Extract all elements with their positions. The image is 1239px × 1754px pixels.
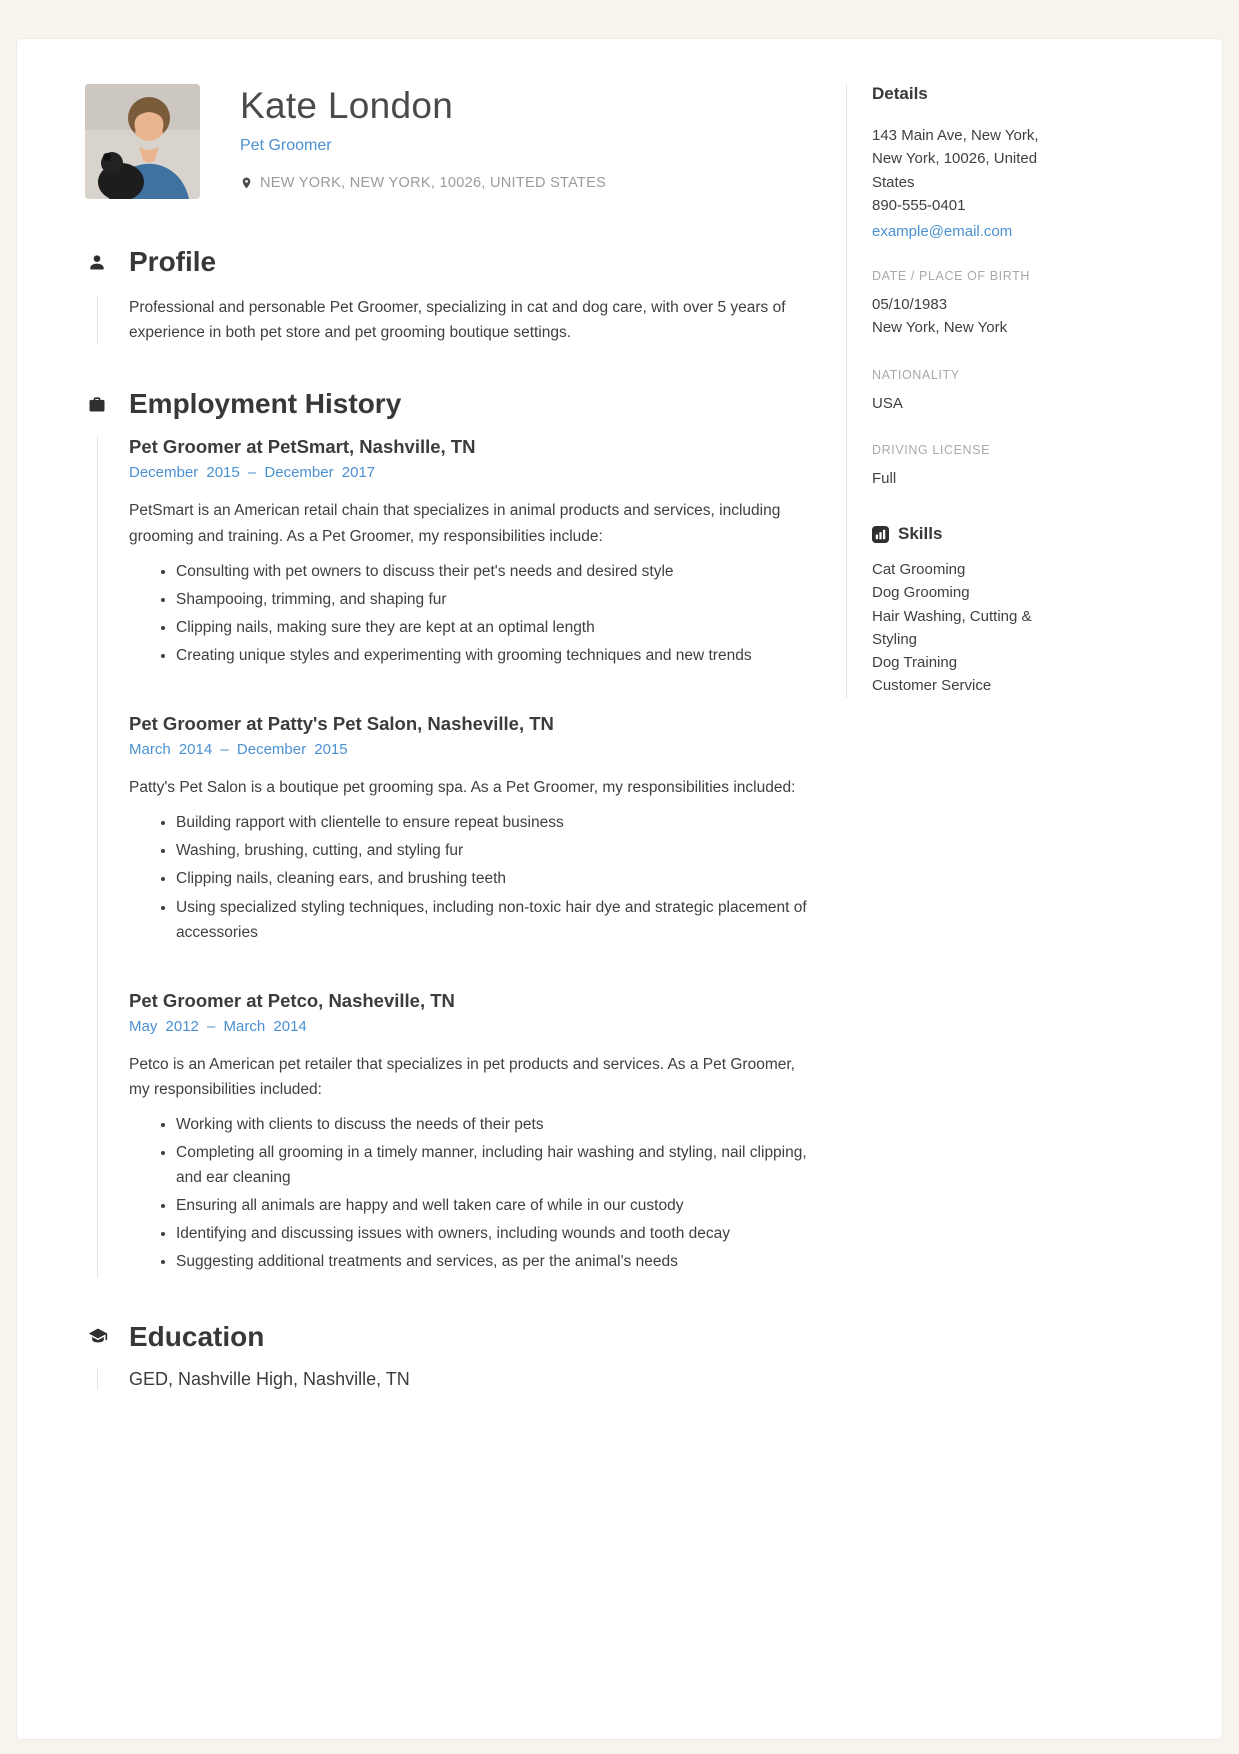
profile-heading: Profile (129, 246, 217, 277)
job-description: Petco is an American pet retailer that specializes in pet products and services. As a Pet Groomer, my responsibilities included: (129, 1055, 795, 1098)
section-education (85, 1320, 811, 1391)
nationality-label: NATIONALITY (872, 367, 960, 382)
person-icon (85, 252, 129, 272)
job-description: PetSmart is an American retail chain that specializes in animal products and services, including grooming and training. As a Pet Groomer, my responsibilities include: (129, 502, 781, 545)
skills-heading-row (872, 524, 1052, 544)
job-bullet: • Consulting with pet owners to discuss their pet's needs and desired style (176, 559, 811, 584)
skill-item: Dog Training (872, 654, 958, 671)
skill-item: Cat Grooming (872, 561, 966, 578)
job-entry (129, 436, 811, 668)
profile-photo (85, 84, 200, 199)
job-dates: March 2014 – December 2015 (129, 741, 348, 759)
identity-block (240, 84, 606, 199)
education-heading: Education (129, 1320, 265, 1352)
job-dates: December 2015 – December 2017 (129, 464, 376, 482)
birth-place: New York, New York (872, 319, 1008, 337)
details-address: 143 Main Ave, New York, New York, 10026, United States (872, 127, 1039, 191)
skill-item: Dog Grooming (872, 584, 970, 602)
resume-header (85, 84, 811, 199)
resume-sidebar (846, 84, 1052, 698)
job-bullet-list (129, 1112, 811, 1275)
job-title: Pet Groomer at PetSmart, Nashville, TN (129, 436, 476, 458)
location-pin-icon (240, 175, 253, 191)
job-entry (129, 713, 811, 945)
section-profile (85, 245, 811, 345)
job-entry (129, 990, 811, 1275)
education-degree: GED, Nashville High, Nashville, TN (129, 1369, 410, 1390)
job-bullet: • Building rapport with clientelle to ensure repeat business (176, 810, 811, 835)
details-heading: Details (872, 84, 928, 103)
birth-date: 05/10/1983 (872, 296, 948, 313)
section-rule (97, 436, 98, 1277)
job-bullet: • Washing, brushing, cutting, and styling fur (176, 838, 811, 863)
candidate-location: NEW YORK, NEW YORK, 10026, UNITED STATES (260, 174, 607, 191)
email-link[interactable]: example@email.com (872, 223, 1013, 240)
license-label: DRIVING LICENSE (872, 442, 991, 457)
job-title: Pet Groomer at Petco, Nasheville, TN (129, 989, 455, 1011)
nationality-value: USA (872, 394, 903, 412)
skills-heading: Skills (898, 524, 943, 543)
job-bullet: • Shampooing, trimming, and shaping fur (176, 587, 811, 612)
job-bullet: • Clipping nails, cleaning ears, and brushing teeth (176, 866, 811, 891)
details-phone: 890-555-0401 (872, 196, 966, 214)
birth-label: DATE / PLACE OF BIRTH (872, 269, 1030, 283)
profile-content (129, 279, 811, 345)
bar-chart-icon (872, 526, 889, 543)
skill-item: Hair Washing, Cutting & Styling (872, 607, 1032, 648)
job-bullet: • Identifying and discussing issues with owners, including wounds and tooth decay (176, 1221, 811, 1246)
briefcase-icon (85, 394, 129, 414)
graduation-cap-icon (85, 1326, 129, 1346)
section-rule (97, 295, 98, 345)
job-bullet: • Completing all grooming in a timely manner, including hair washing and styling, nail clipping, and ear cleaning (176, 1140, 811, 1190)
job-bullet: • Ensuring all animals are happy and well taken care of while in our custody (176, 1193, 811, 1218)
resume-main-column (85, 84, 811, 1390)
job-bullet: • Creating unique styles and experimenting with grooming techniques and new trends (176, 643, 811, 668)
job-bullet: • Clipping nails, making sure they are kept at an optimal length (176, 615, 811, 640)
profile-photo-illustration (85, 84, 200, 199)
employment-content (129, 420, 811, 1277)
education-content (129, 1353, 811, 1390)
job-title: Pet Groomer at Patty's Pet Salon, Nasheville, TN (129, 713, 554, 735)
job-dates: May 2012 – March 2014 (129, 1017, 307, 1035)
employment-heading: Employment History (129, 387, 402, 419)
job-bullet: • Using specialized styling techniques, including non-toxic hair dye and strategic placement of accessories (176, 895, 811, 945)
candidate-location-row (240, 175, 606, 191)
job-bullet-list (129, 559, 811, 668)
job-description: Patty's Pet Salon is a boutique pet grooming spa. As a Pet Groomer, my responsibilities included: (129, 779, 796, 797)
skill-item: Customer Service (872, 677, 992, 695)
resume-page (16, 38, 1223, 1740)
resume-layout (85, 84, 1222, 1390)
candidate-name: Kate London (240, 85, 454, 126)
section-rule (97, 1369, 98, 1390)
license-value: Full (872, 469, 897, 487)
job-bullet: • Suggesting additional treatments and services, as per the animal's needs (176, 1249, 811, 1274)
job-bullet: • Working with clients to discuss the needs of their pets (176, 1112, 811, 1137)
job-bullet-list (129, 810, 811, 945)
candidate-job-title: Pet Groomer (240, 136, 332, 154)
profile-text: Professional and personable Pet Groomer, specializing in cat and dog care, with over 5 years of experience in both pet store and pet grooming boutique settings. (129, 298, 786, 341)
section-employment (85, 387, 811, 1278)
